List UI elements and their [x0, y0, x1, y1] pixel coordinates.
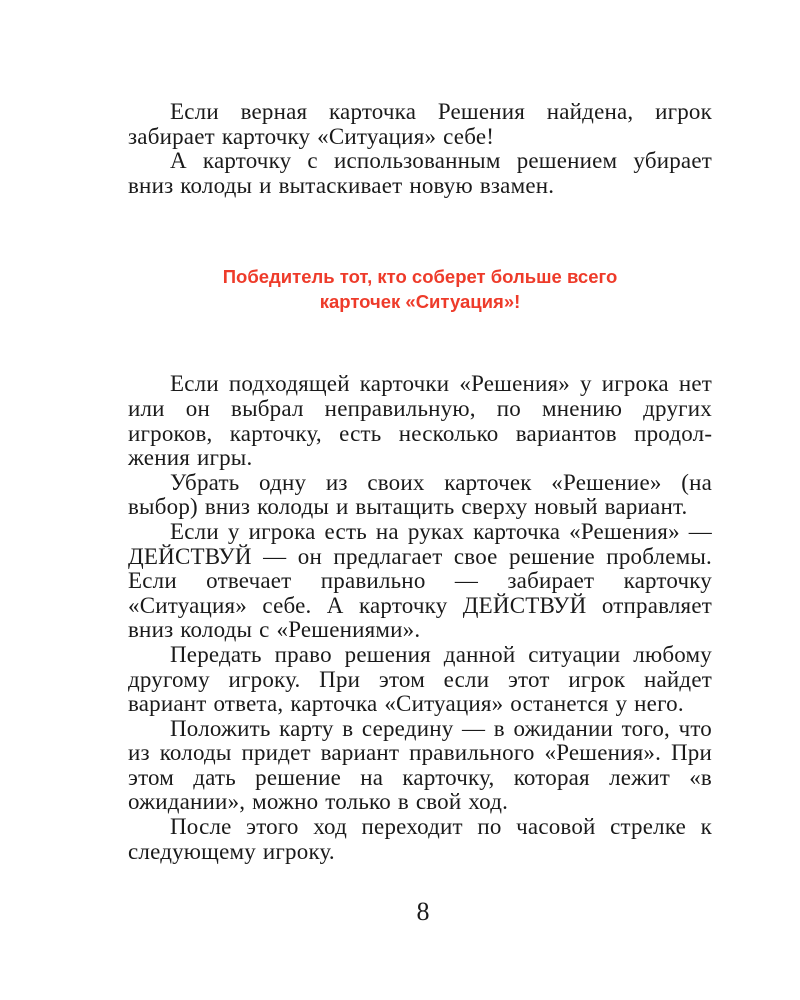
rules-section [128, 372, 712, 864]
winner-callout-line-1: Победитель тот, кто соберет больше всего [222, 266, 618, 288]
rules-paragraph-6: После этого ход переходит по часовой стрелке к следующему игроку. [128, 814, 712, 864]
rules-paragraph-5: Положить карту в середину — в ожидании того, что из колоды придет вариант правильного «Решения». При этом дать решение на карточку, которая лежит «в ожидании», можно только в свой ход. [128, 715, 712, 815]
intro-section [128, 100, 712, 198]
winner-callout [128, 264, 712, 314]
winner-callout-line-2: карточек «Ситуация»! [319, 291, 521, 313]
intro-paragraph-1: Если верная карточка Решения найдена, игрок забирает карточку «Ситуация» себе! [128, 99, 712, 149]
rules-paragraph-2: Убрать одну из своих карточек «Решение» (на выбор) вниз колоды и вытащить сверху новый вариант. [128, 469, 712, 520]
rules-paragraph-1: Если подходящей карточки «Решения» у игрока нет или он выбрал неправильную, по мнению других игроков, карточку, есть несколько вариантов продолжения игры. [128, 371, 712, 471]
rules-paragraph-4: Передать право решения данной ситуации любому другому игроку. При этом если этот игрок найдет вариант ответа, карточка «Ситуация» останется у него. [128, 641, 712, 717]
page-number: 8 [416, 897, 430, 926]
intro-paragraph-2: А карточку с использованным решением убирает вниз колоды и вытаскивает новую взамен. [128, 148, 712, 198]
rules-paragraph-3: Если у игрока есть на руках карточка «Решения» — ДЕЙСТВУЙ — он предлагает свое решение проблемы. Если отвечает правильно — забирает карточку «Ситуация» себе. А карточку ДЕЙСТВУЙ отправляет вниз колоды с «Решениями». [128, 518, 712, 643]
page-body [128, 100, 712, 864]
